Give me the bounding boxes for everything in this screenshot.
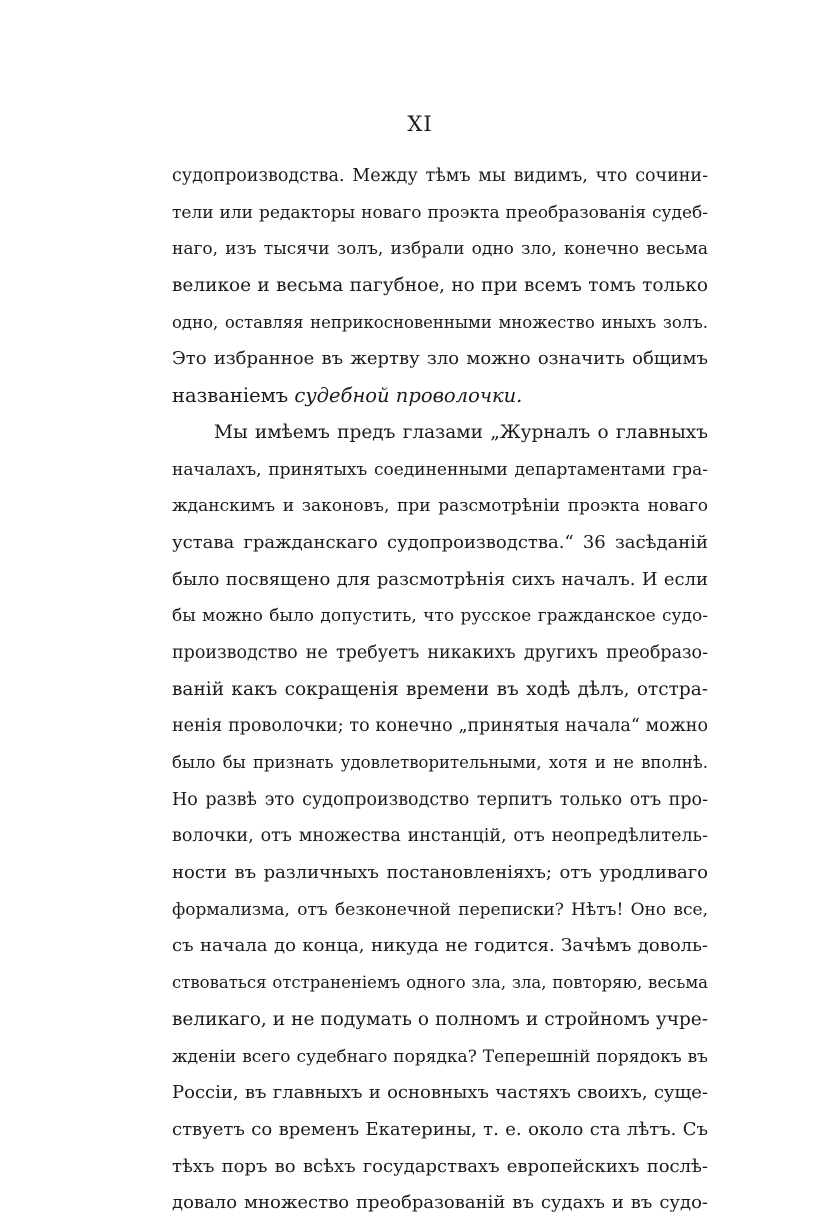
text-line: тѣхъ поръ во всѣхъ государствахъ европейскихъ послѣ-: [172, 1155, 708, 1177]
text-line: ности въ различныхъ постановленіяхъ; отъ уродливаго: [172, 862, 708, 884]
text-line: было посвящено для разсмотрѣнія сихъ началъ. И если: [172, 568, 708, 590]
text-line: великое и весьма пагубное, но при всемъ томъ только: [172, 275, 708, 297]
paragraph: [172, 415, 708, 1222]
text-line: довало множество преобразованій въ судахъ и въ судо-: [172, 1192, 708, 1214]
text-line: жденіи всего судебнаго порядка? Теперешній порядокъ въ: [172, 1046, 708, 1067]
text-line: жданскимъ и законовъ, при разсмотрѣніи проэкта новаго: [172, 496, 708, 517]
text-line: ствуетъ со временъ Екатерины, т. е. около ста лѣтъ. Съ: [172, 1118, 708, 1140]
text-line: ваній какъ сокращенія времени въ ходѣ дѣлъ, отстра-: [172, 678, 708, 700]
text-line: Но развѣ это судопроизводство терпитъ только отъ про-: [172, 789, 708, 810]
text-line: было бы признать удовлетворительными, хотя и не вполнѣ.: [172, 753, 708, 772]
text-line: тели или редакторы новаго проэкта преобразованія судеб-: [172, 202, 708, 223]
text-line: [172, 378, 708, 415]
text-line: съ начала до конца, никуда не годится. Зачѣмъ доволь-: [172, 935, 708, 957]
text-line: ненія проволочки; то конечно „принятыя начала“ можно: [172, 716, 708, 737]
text-line: ствоваться отстраненіемъ одного зла, зла, повторяю, весьма: [172, 973, 708, 993]
text-line: наго, изъ тысячи золъ, избрали одно зло, конечно весьма: [172, 239, 708, 260]
text-line: бы можно было допустить, что русское гражданское судо-: [172, 606, 708, 627]
text-line: устава гражданскаго судопроизводства.“ 36 засѣданій: [172, 531, 708, 553]
text-line: Россіи, въ главныхъ и основныхъ частяхъ своихъ, суще-: [172, 1082, 708, 1104]
text-run: названіемъ: [172, 384, 295, 408]
text-line: судопроизводства. Между тѣмъ мы видимъ, что сочини-: [172, 166, 708, 186]
paragraph: [172, 158, 708, 415]
italic-phrase: судебной проволочки.: [294, 384, 523, 408]
text-line: одно, оставляя неприкосновенными множество иныхъ золъ.: [172, 312, 708, 332]
text-line: Это избранное въ жертву зло можно означить общимъ: [172, 348, 708, 370]
text-line: формализма, отъ безконечной переписки? Нѣтъ! Оно все,: [172, 899, 708, 920]
body-text: [172, 158, 708, 1222]
text-line: производство не требуетъ никакихъ другихъ преобразо-: [172, 642, 708, 663]
text-line: великаго, и не подумать о полномъ и стройномъ учре-: [172, 1008, 708, 1030]
text-line: Мы имѣемъ предъ глазами „Журналъ о главныхъ: [214, 421, 708, 443]
page-number: XI: [407, 112, 433, 136]
text-line: началахъ, принятыхъ соединенными департаментами гра-: [172, 459, 708, 480]
text-line: волочки, отъ множества инстанцій, отъ неопредѣлитель-: [172, 826, 708, 847]
